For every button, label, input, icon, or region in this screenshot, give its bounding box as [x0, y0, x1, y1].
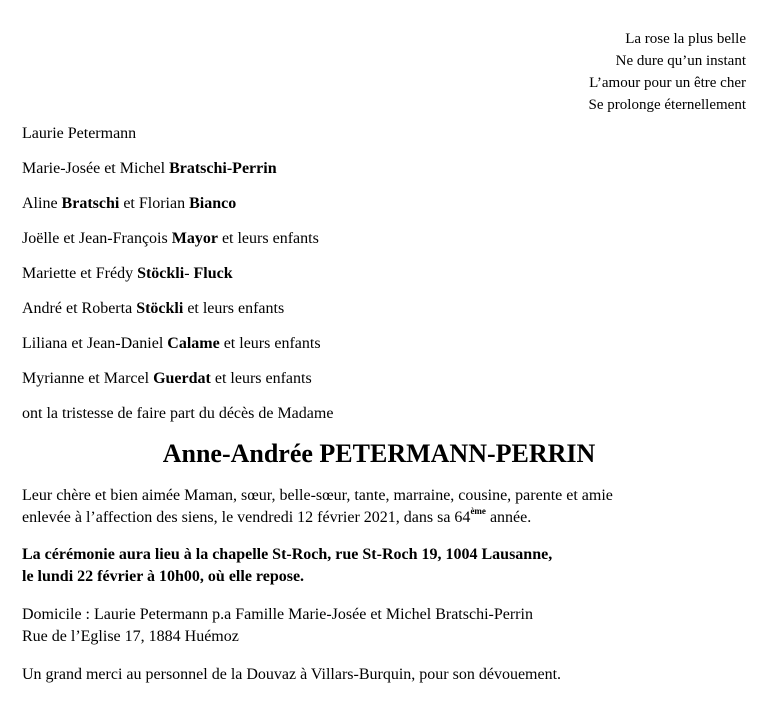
family-surname: Calame	[167, 335, 220, 352]
family-text: et leurs enfants	[183, 300, 285, 317]
family-text: et leurs enfants	[210, 370, 312, 387]
family-text: ont la tristesse de faire part du décès de Madame	[22, 405, 334, 422]
ceremony-line: La cérémonie aura lieu à la chapelle St-Roch, rue St-Roch 19, 1004 Lausanne,	[22, 546, 553, 563]
thanks-paragraph: Un grand merci au personnel de la Douvaz à Villars-Burquin, pour son dévouement.	[22, 666, 562, 683]
family-text: Aline	[22, 195, 62, 212]
family-text: Liliana et Jean-Daniel	[22, 335, 168, 352]
ordinal-suffix: ème	[470, 505, 486, 516]
family-surname: Stöckli	[136, 300, 184, 317]
family-surname: Bratschi-Perrin	[169, 160, 277, 177]
family-text: -	[184, 265, 194, 282]
epigraph-poem	[589, 28, 746, 116]
family-text: Myrianne et Marcel	[22, 370, 154, 387]
family-text: André et Roberta	[22, 300, 137, 317]
family-line	[22, 264, 333, 299]
family-text: Laurie Petermann	[22, 125, 137, 142]
family-surname: Bianco	[189, 195, 237, 212]
poem-line: Se prolonge éternellement	[588, 97, 746, 113]
family-surname: Bratschi	[61, 195, 120, 212]
family-text: et leurs enfants	[219, 335, 321, 352]
family-text: et leurs enfants	[217, 230, 319, 247]
family-surname: Stöckli	[137, 265, 185, 282]
description-line	[22, 507, 613, 529]
domicile-paragraph	[22, 604, 533, 648]
poem-line: La rose la plus belle	[625, 31, 746, 47]
domicile-line: Domicile : Laurie Petermann p.a Famille Marie-Josée et Michel Bratschi-Perrin	[22, 606, 533, 623]
family-text: Mariette et Frédy	[22, 265, 138, 282]
description-paragraph	[22, 485, 613, 529]
family-line	[22, 124, 333, 159]
description-text: année.	[485, 509, 532, 526]
family-line	[22, 369, 333, 404]
family-line	[22, 299, 333, 334]
ceremony-paragraph	[22, 544, 552, 588]
description-text: enlevée à l’affection des siens, le vendredi 12 février 2021, dans sa 64	[22, 509, 471, 526]
poem-line: Ne dure qu’un instant	[615, 53, 746, 69]
ceremony-line: le lundi 22 février à 10h00, où elle repose.	[22, 568, 305, 585]
family-line	[22, 229, 333, 264]
family-line	[22, 159, 333, 194]
description-line: Leur chère et bien aimée Maman, sœur, belle-sœur, tante, marraine, cousine, parente et amie	[22, 487, 613, 504]
family-line	[22, 194, 333, 229]
deceased-name: Anne-Andrée PETERMANN-PERRIN	[162, 439, 596, 468]
family-surname: Guerdat	[153, 370, 211, 387]
domicile-line: Rue de l’Eglise 17, 1884 Huémoz	[22, 628, 239, 645]
family-line	[22, 404, 333, 439]
family-line	[22, 334, 333, 369]
family-text: Marie-Josée et Michel	[22, 160, 170, 177]
family-surname: Fluck	[193, 265, 233, 282]
family-list	[22, 124, 333, 439]
family-text: et Florian	[119, 195, 190, 212]
family-text: Joëlle et Jean-François	[22, 230, 172, 247]
family-surname: Mayor	[171, 230, 218, 247]
poem-line: L’amour pour un être cher	[589, 75, 746, 91]
